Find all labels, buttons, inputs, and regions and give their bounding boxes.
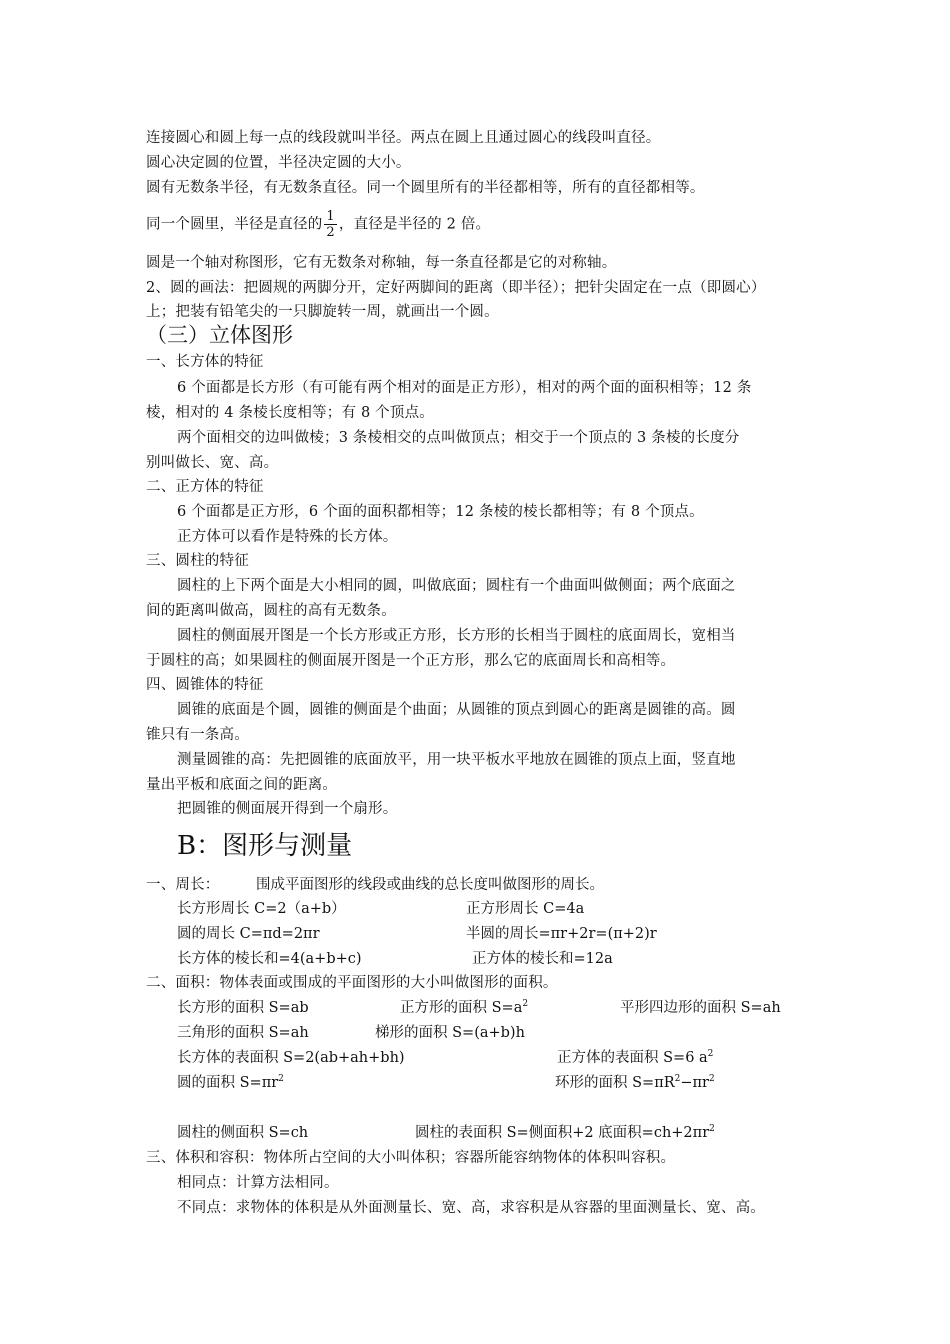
formula [177,1074,284,1092]
text-segment: 同一个圆里，半径是直径的 [146,216,323,233]
superscript: 2 [674,1074,681,1084]
subsection-title: 四、圆锥体的特征 [146,677,264,693]
text-line: 锥只有一条高。 [146,727,249,743]
text-line-with-fraction [146,209,490,240]
subsection-title: 一、周长： [146,877,220,893]
section-heading: （三）立体图形 [146,323,293,347]
formula-text: −πr [680,1075,709,1091]
formula: 正方形周长 C=4a [466,901,585,917]
formula-text: 圆柱的表面积 S=侧面积+2 底面积=ch+2πr [415,1125,710,1141]
formula: 长方形周长 C=2（a+b） [177,901,346,917]
text-line: 圆是一个轴对称图形，它有无数条对称轴，每一条直径都是它的对称轴。 [146,255,617,271]
fraction-denominator: 2 [326,225,335,240]
superscript: 2 [709,1124,715,1134]
text-line: 2、圆的画法：把圆规的两脚分开，定好两脚间的距离（即半径）；把针尖固定在一点（即圆心） [146,280,766,296]
text-line: 别叫做长、宽、高。 [146,455,279,471]
text-line: 相同点：计算方法相同。 [177,1175,339,1191]
text-line: 连接圆心和圆上每一点的线段就叫半径。两点在圆上且通过圆心的线段叫直径。 [146,130,661,146]
superscript: 2 [522,999,529,1009]
formula [400,999,528,1017]
formula: 长方体的表面积 S=2(ab+ah+bh) [177,1050,405,1066]
formula-text: 正方形的面积 S=a [400,1000,523,1016]
formula: 正方体的棱长和=12a [472,951,613,967]
text-line: 上；把装有铅笔尖的一只脚旋转一周，就画出一个圆。 [146,304,499,320]
text-line: 测量圆锥的高：先把圆锥的底面放平，用一块平板水平地放在圆锥的顶点上面，竖直地 [177,752,736,768]
formula: 三角形的面积 S=ah [177,1025,309,1041]
text-line: 于圆柱的高；如果圆柱的侧面展开图是一个正方形，那么它的底面周长和高相等。 [146,653,676,669]
text-line: 圆柱的上下两个面是大小相同的圆，叫做底面；圆柱有一个曲面叫做侧面；两个底面之 [177,578,736,594]
perimeter-definition: 围成平面图形的线段或曲线的总长度叫做图形的周长。 [256,877,604,893]
formula: 半圆的周长=πr+2r=(π+2)r [466,926,657,942]
formula-text: 正方体的表面积 S=6 a [557,1050,708,1066]
formula: 圆柱的侧面积 S=ch [177,1125,309,1141]
text-line: 棱，相对的 4 条棱长度相等；有 8 个顶点。 [146,405,434,421]
text-line: 正方体可以看作是特殊的长方体。 [177,529,398,545]
superscript: 2 [278,1074,284,1084]
subsection-title: 二、面积：物体表面或围成的平面图形的大小叫做图形的面积。 [146,975,558,991]
text-line: 间的距离叫做高，圆柱的高有无数条。 [146,603,396,619]
text-line: 不同点：求物体的体积是从外面测量长、宽、高，求容积是从容器的里面测量长、宽、高。 [177,1200,765,1216]
formula-text: 环形的面积 S=πR [555,1075,675,1091]
formula [415,1124,715,1142]
text-line: 圆有无数条半径，有无数条直径。同一个圆里所有的半径都相等，所有的直径都相等。 [146,180,705,196]
subsection-title: 二、正方体的特征 [146,479,264,495]
text-line: 6 个面都是正方形，6 个面的面积都相等；12 条棱的棱长都相等；有 8 个顶点。 [177,504,704,520]
formula-text: 圆的面积 S=πr [177,1075,279,1091]
text-line: 6 个面都是长方形（有可能有两个相对的面是正方形），相对的两个面的面积相等；12 条 [177,380,752,396]
formula [557,1049,713,1067]
formula: 长方体的棱长和=4(a+b+c) [177,951,362,967]
text-segment: ，直径是半径的 2 倍。 [338,216,491,233]
formula: 梯形的面积 S=(a+b)h [375,1025,525,1041]
text-line: 圆心决定圆的位置，半径决定圆的大小。 [146,155,411,171]
formula [555,1074,715,1092]
superscript: 2 [709,1074,715,1084]
text-line: 圆柱的侧面展开图是一个长方形或正方形，长方形的长相当于圆柱的底面周长，宽相当 [177,628,736,644]
chapter-heading: B：图形与测量 [177,831,353,861]
superscript: 2 [707,1049,714,1059]
formula: 平形四边形的面积 S=ah [620,1000,781,1016]
text-line: 两个面相交的边叫做棱；3 条棱相交的点叫做顶点；相交于一个顶点的 3 条棱的长度分 [177,430,740,446]
text-line: 把圆锥的侧面展开得到一个扇形。 [177,801,398,817]
formula: 长方形的面积 S=ab [177,1000,309,1016]
subsection-title: 三、圆柱的特征 [146,553,249,569]
subsection-title: 一、长方体的特征 [146,354,264,370]
fraction-one-half [324,209,336,240]
text-line: 量出平板和底面之间的距离。 [146,777,338,793]
subsection-title: 三、体积和容积：物体所占空间的大小叫体积；容器所能容纳物体的体积叫容积。 [146,1150,676,1166]
fraction-numerator: 1 [326,209,335,224]
formula: 圆的周长 C=πd=2πr [177,926,320,942]
text-line: 圆锥的底面是个圆，圆锥的侧面是个曲面；从圆锥的顶点到圆心的距离是圆锥的高。圆 [177,702,736,718]
